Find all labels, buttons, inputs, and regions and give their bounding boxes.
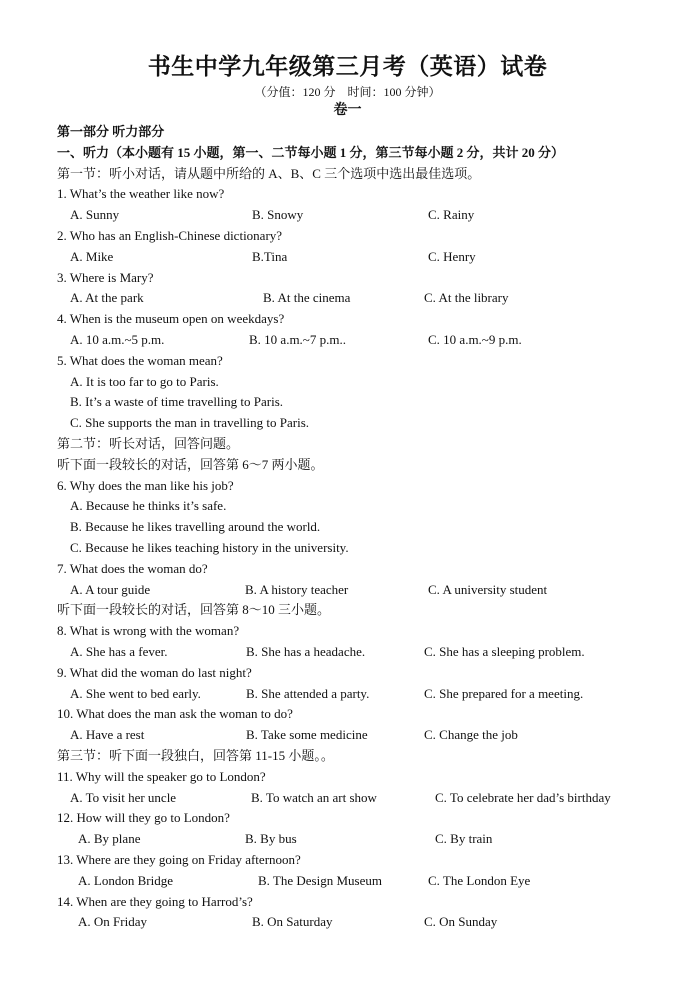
- answer-option: C. On Sunday: [424, 914, 498, 930]
- answer-option: B. She attended a party.: [246, 685, 370, 701]
- answer-option: A. It is too far to go to Paris.: [70, 373, 219, 389]
- text-line: [0, 476, 695, 497]
- text-line: [0, 684, 695, 705]
- text-line: [0, 164, 695, 185]
- answer-option: B. The Design Museum: [258, 872, 382, 888]
- exam-title: 书生中学九年级第三月考（英语）试卷: [147, 54, 548, 79]
- answer-option: C. By train: [435, 831, 493, 847]
- question-text: 13. Where are they going on Friday afternoon?: [57, 852, 301, 867]
- question-text: 11. Why will the speaker go to London?: [57, 768, 266, 784]
- answer-option: C. 10 a.m.~9 p.m.: [428, 332, 522, 347]
- section-instruction: 第一节：听小对话，请从题中所给的 A、B、C 三个选项中选出最佳选项。: [57, 165, 481, 181]
- text-line: [0, 226, 695, 247]
- text-line: [0, 517, 695, 538]
- section-instruction: 第二节：听长对话，回答问题。: [57, 436, 240, 451]
- section-instruction: 第三节：听下面一段独白，回答第 11-15 小题。。: [57, 748, 334, 763]
- answer-option: C. She supports the man in travelling to Paris.: [70, 415, 310, 431]
- part-heading: 第一部分 听力部分: [57, 124, 165, 139]
- answer-option: A. 10 a.m.~5 p.m.: [70, 332, 165, 347]
- text-line: [0, 621, 695, 642]
- question-text: 7. What does the woman do?: [57, 560, 208, 576]
- answer-option: B. By bus: [245, 831, 297, 847]
- text-line: [0, 455, 695, 476]
- answer-option: B.Tina: [252, 248, 288, 264]
- question-text: 1. What’s the weather like now?: [57, 186, 225, 202]
- text-line: [0, 372, 695, 393]
- question-text: 2. Who has an English-Chinese dictionary?: [57, 228, 283, 243]
- text-line: [0, 600, 695, 621]
- answer-option: A. On Friday: [78, 914, 147, 930]
- text-line: [0, 413, 695, 434]
- text-line: [0, 122, 695, 143]
- text-line: [0, 850, 695, 871]
- text-line: [0, 392, 695, 413]
- text-line: [0, 642, 695, 663]
- text-line: [0, 330, 695, 351]
- answer-option: C. Because he likes teaching history in the university.: [70, 540, 349, 555]
- answer-option: A. By plane: [78, 831, 141, 847]
- question-text: 6. Why does the man like his job?: [57, 477, 234, 493]
- answer-option: A. Have a rest: [70, 727, 145, 743]
- text-line: [0, 829, 695, 850]
- answer-option: C. Change the job: [424, 727, 518, 743]
- text-line: [0, 725, 695, 746]
- dialog-instruction: 听下面一段较长的对话，回答第 8～10 三小题。: [57, 602, 331, 618]
- answer-option: A. To visit her uncle: [70, 789, 177, 805]
- text-line: [0, 580, 695, 601]
- question-text: 12. How will they go to London?: [57, 810, 230, 826]
- question-text: 4. When is the museum open on weekdays?: [57, 311, 285, 327]
- text-line: [0, 247, 695, 268]
- text-line: [0, 788, 695, 809]
- text-line: [0, 143, 695, 164]
- answer-option: B. To watch an art show: [251, 789, 377, 805]
- answer-option: A. London Bridge: [78, 872, 173, 888]
- answer-option: C. Henry: [428, 248, 476, 264]
- answer-option: A. She has a fever.: [70, 644, 168, 659]
- question-text: 10. What does the man ask the woman to do?: [57, 706, 293, 722]
- question-text: 3. Where is Mary?: [57, 269, 154, 285]
- text-line: [0, 184, 695, 205]
- text-line: [0, 871, 695, 892]
- text-line: [0, 434, 695, 455]
- volume-heading: 卷一: [333, 103, 362, 118]
- text-line: [0, 892, 695, 913]
- answer-option: C. Rainy: [428, 207, 475, 223]
- exam-subtitle: （分值：120 分 时间：100 分钟）: [254, 85, 441, 99]
- answer-option: B. On Saturday: [252, 914, 333, 930]
- answer-option: C. She prepared for a meeting.: [424, 685, 584, 701]
- answer-option: B. A history teacher: [245, 581, 349, 597]
- answer-option: A. At the park: [70, 290, 144, 306]
- text-line: [0, 767, 695, 788]
- answer-option: A. Because he thinks it’s safe.: [70, 498, 227, 514]
- listening-header: 一、听力（本小题有 15 小题，第一、二节每小题 1 分，第三节每小题 2 分，共计 20 分）: [57, 144, 565, 160]
- question-text: 14. When are they going to Harrod’s?: [57, 893, 253, 909]
- answer-option: B. 10 a.m.~7 p.m..: [249, 332, 346, 347]
- text-line: [0, 496, 695, 517]
- answer-option: C. The London Eye: [428, 872, 531, 888]
- answer-option: B. She has a headache.: [246, 644, 366, 659]
- text-line: [0, 268, 695, 289]
- text-line: [0, 746, 695, 767]
- answer-option: B. Snowy: [252, 207, 304, 223]
- answer-option: B. At the cinema: [263, 290, 351, 306]
- answer-option: C. She has a sleeping problem.: [424, 644, 585, 659]
- answer-option: C. A university student: [428, 581, 548, 597]
- question-text: 5. What does the woman mean?: [57, 352, 223, 368]
- answer-option: A. Sunny: [70, 207, 120, 223]
- text-line: [0, 912, 695, 933]
- dialog-instruction: 听下面一段较长的对话，回答第 6～7 两小题。: [57, 456, 324, 472]
- text-line: [0, 808, 695, 829]
- answer-option: B. It’s a waste of time travelling to Paris.: [70, 394, 284, 410]
- answer-option: C. To celebrate her dad’s birthday: [435, 789, 611, 805]
- text-line: [0, 205, 695, 226]
- answer-option: B. Because he likes travelling around the world.: [70, 519, 321, 535]
- question-text: 8. What is wrong with the woman?: [57, 623, 240, 639]
- text-line: [0, 351, 695, 372]
- answer-option: A. She went to bed early.: [70, 685, 201, 701]
- answer-option: C. At the library: [424, 290, 509, 306]
- answer-option: A. A tour guide: [70, 581, 151, 597]
- text-line: [0, 663, 695, 684]
- answer-option: A. Mike: [70, 248, 114, 264]
- text-line: [0, 288, 695, 309]
- text-line: [0, 538, 695, 559]
- text-line: [0, 559, 695, 580]
- question-text: 9. What did the woman do last night?: [57, 664, 252, 680]
- answer-option: B. Take some medicine: [246, 727, 368, 743]
- text-line: [0, 704, 695, 725]
- text-line: [0, 309, 695, 330]
